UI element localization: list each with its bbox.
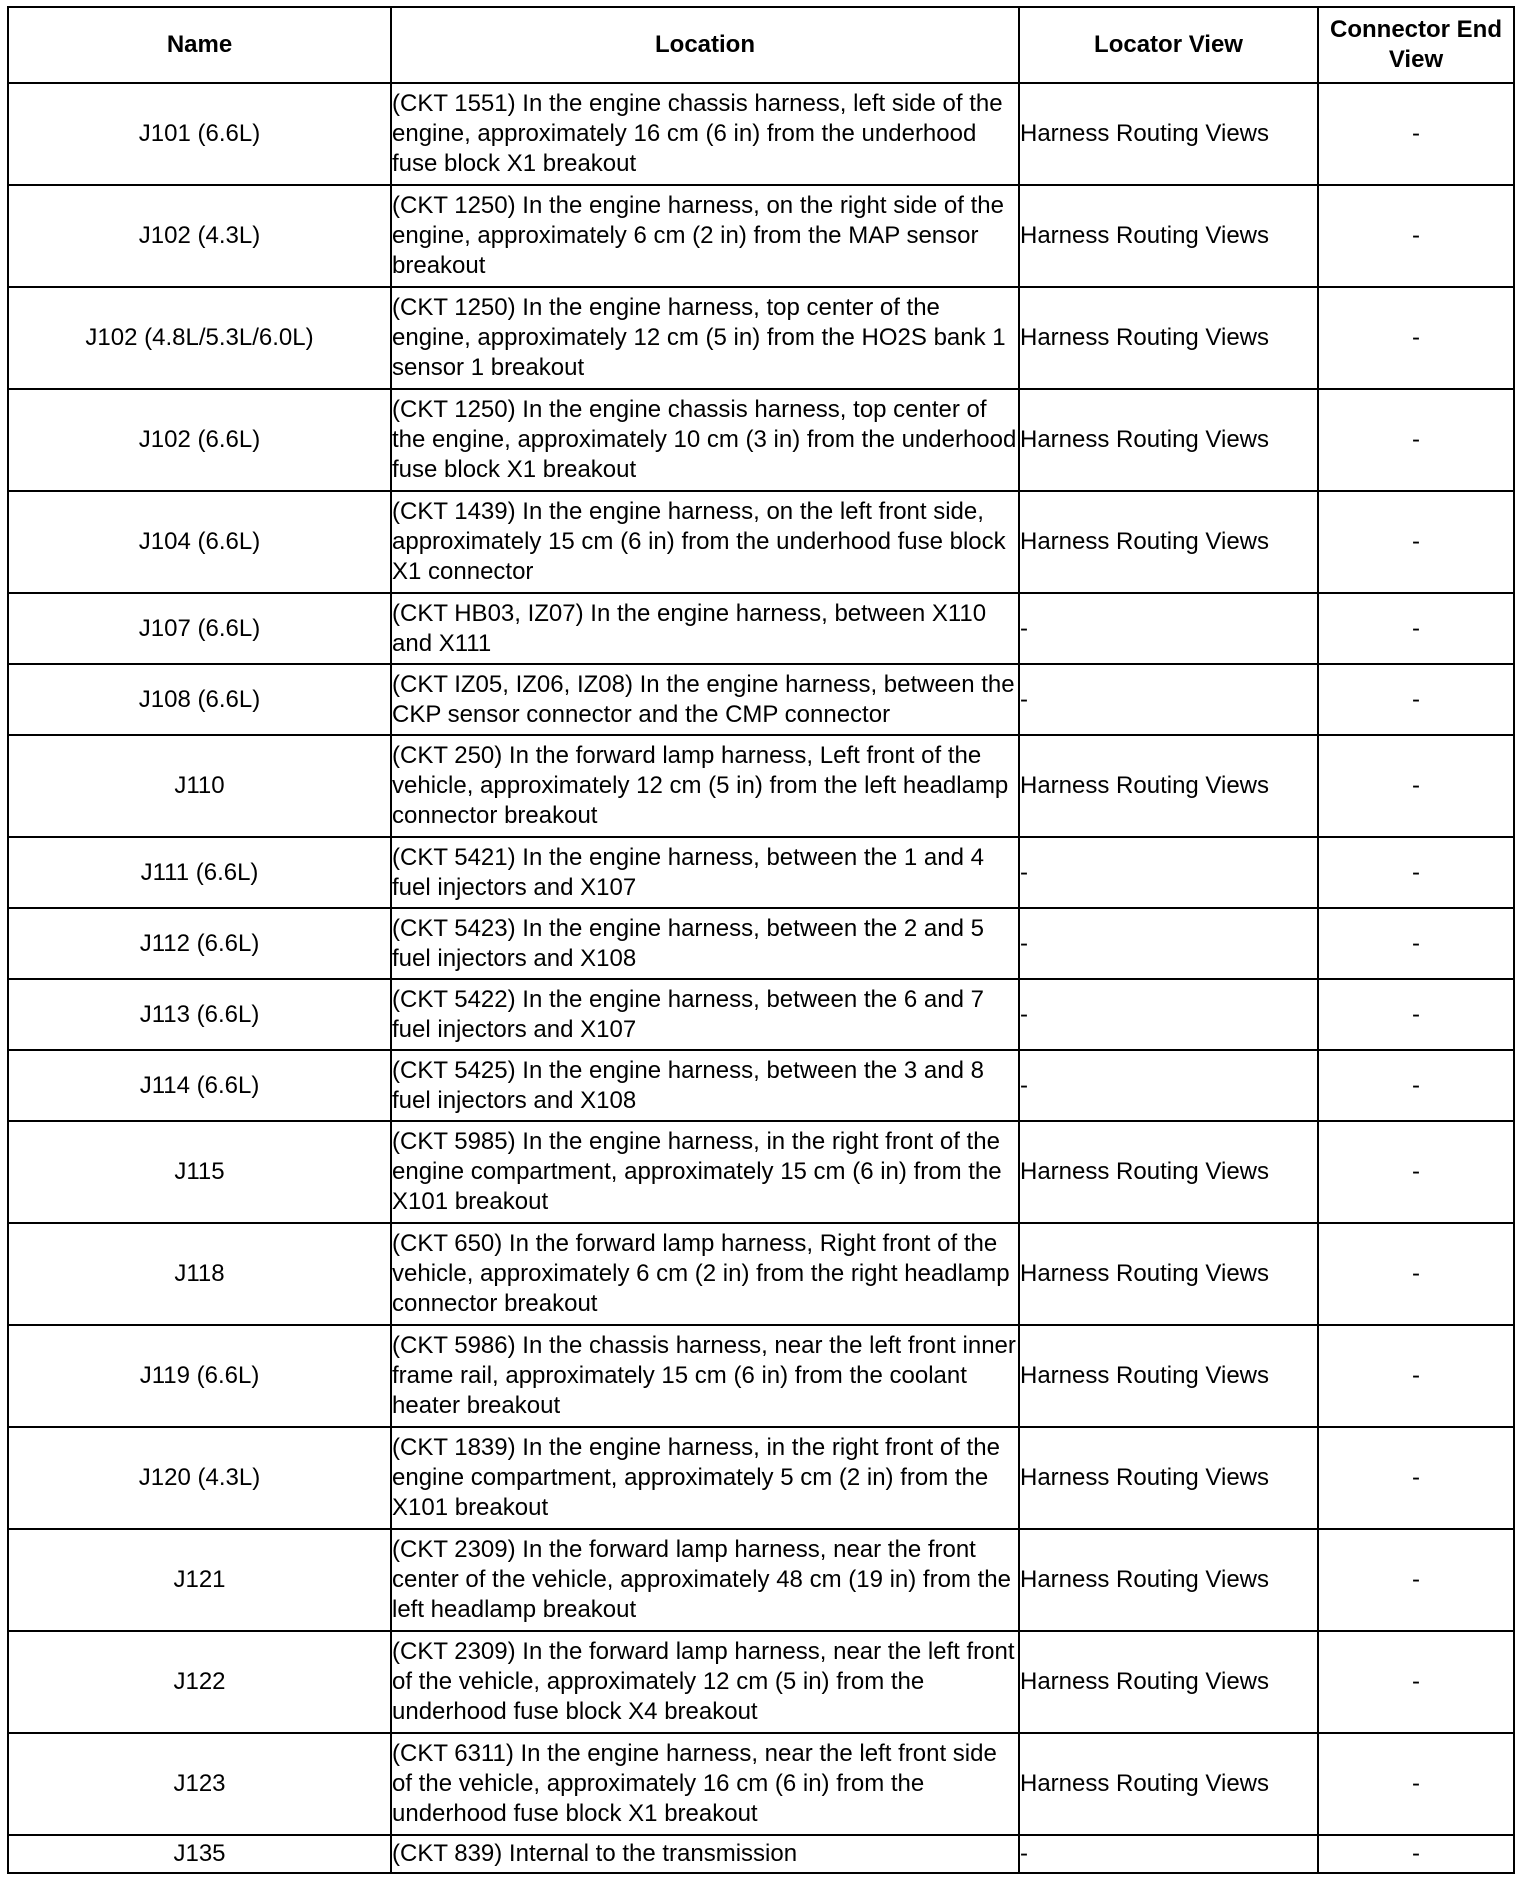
cell-locator-view: Harness Routing Views bbox=[1019, 83, 1318, 185]
table-row bbox=[8, 1223, 1514, 1325]
cell-locator-view: Harness Routing Views bbox=[1019, 1529, 1318, 1631]
table-header-row bbox=[8, 7, 1514, 83]
header-locator-view: Locator View bbox=[1019, 7, 1318, 83]
table-row bbox=[8, 1529, 1514, 1631]
cell-name: J102 (4.3L) bbox=[8, 185, 391, 287]
table-row bbox=[8, 83, 1514, 185]
table-row bbox=[8, 1050, 1514, 1121]
cell-connector-end-view: - bbox=[1318, 735, 1514, 837]
cell-connector-end-view: - bbox=[1318, 1325, 1514, 1427]
cell-name: J112 (6.6L) bbox=[8, 908, 391, 979]
cell-name: J108 (6.6L) bbox=[8, 664, 391, 735]
header-connector-end-view: Connector End View bbox=[1318, 7, 1514, 83]
cell-locator-view: Harness Routing Views bbox=[1019, 389, 1318, 491]
cell-location: (CKT 1839) In the engine harness, in the right front of the engine compartment, approximately 5 cm (2 in) from the X101 breakout bbox=[391, 1427, 1019, 1529]
cell-location: (CKT 1250) In the engine harness, on the right side of the engine, approximately 6 cm (2 in) from the MAP sensor breakout bbox=[391, 185, 1019, 287]
table-row bbox=[8, 389, 1514, 491]
cell-connector-end-view: - bbox=[1318, 389, 1514, 491]
cell-locator-view: Harness Routing Views bbox=[1019, 1733, 1318, 1835]
cell-locator-view: Harness Routing Views bbox=[1019, 287, 1318, 389]
cell-name: J111 (6.6L) bbox=[8, 837, 391, 908]
table-row bbox=[8, 593, 1514, 664]
table-row bbox=[8, 979, 1514, 1050]
cell-connector-end-view: - bbox=[1318, 1835, 1514, 1873]
cell-connector-end-view: - bbox=[1318, 1427, 1514, 1529]
cell-name: J113 (6.6L) bbox=[8, 979, 391, 1050]
cell-connector-end-view: - bbox=[1318, 664, 1514, 735]
cell-location: (CKT 839) Internal to the transmission bbox=[391, 1835, 1019, 1873]
cell-location: (CKT 5425) In the engine harness, between the 3 and 8 fuel injectors and X108 bbox=[391, 1050, 1019, 1121]
table-row bbox=[8, 1733, 1514, 1835]
cell-locator-view: - bbox=[1019, 979, 1318, 1050]
cell-location: (CKT 6311) In the engine harness, near the left front side of the vehicle, approximately 16 cm (6 in) from the underhood fuse block X1 breakout bbox=[391, 1733, 1019, 1835]
cell-locator-view: Harness Routing Views bbox=[1019, 1223, 1318, 1325]
cell-location: (CKT 5422) In the engine harness, between the 6 and 7 fuel injectors and X107 bbox=[391, 979, 1019, 1050]
table-row bbox=[8, 491, 1514, 593]
cell-name: J135 bbox=[8, 1835, 391, 1873]
cell-locator-view: - bbox=[1019, 593, 1318, 664]
cell-connector-end-view: - bbox=[1318, 1631, 1514, 1733]
cell-locator-view: - bbox=[1019, 908, 1318, 979]
cell-connector-end-view: - bbox=[1318, 491, 1514, 593]
cell-connector-end-view: - bbox=[1318, 837, 1514, 908]
table-row bbox=[8, 1427, 1514, 1529]
cell-locator-view: Harness Routing Views bbox=[1019, 735, 1318, 837]
cell-connector-end-view: - bbox=[1318, 908, 1514, 979]
splice-location-table bbox=[7, 6, 1515, 1874]
table-row bbox=[8, 1121, 1514, 1223]
cell-locator-view: - bbox=[1019, 1050, 1318, 1121]
table-row bbox=[8, 287, 1514, 389]
cell-locator-view: Harness Routing Views bbox=[1019, 185, 1318, 287]
cell-connector-end-view: - bbox=[1318, 1121, 1514, 1223]
cell-location: (CKT 5421) In the engine harness, between the 1 and 4 fuel injectors and X107 bbox=[391, 837, 1019, 908]
table-row bbox=[8, 908, 1514, 979]
cell-locator-view: - bbox=[1019, 1835, 1318, 1873]
cell-name: J122 bbox=[8, 1631, 391, 1733]
cell-name: J118 bbox=[8, 1223, 391, 1325]
cell-locator-view: Harness Routing Views bbox=[1019, 1325, 1318, 1427]
cell-locator-view: Harness Routing Views bbox=[1019, 1427, 1318, 1529]
cell-name: J102 (4.8L/5.3L/6.0L) bbox=[8, 287, 391, 389]
table-row bbox=[8, 735, 1514, 837]
cell-name: J104 (6.6L) bbox=[8, 491, 391, 593]
table-row bbox=[8, 185, 1514, 287]
cell-connector-end-view: - bbox=[1318, 185, 1514, 287]
cell-name: J123 bbox=[8, 1733, 391, 1835]
cell-location: (CKT 250) In the forward lamp harness, Left front of the vehicle, approximately 12 cm (5 in) from the left headlamp connector breakout bbox=[391, 735, 1019, 837]
header-name: Name bbox=[8, 7, 391, 83]
cell-locator-view: Harness Routing Views bbox=[1019, 1121, 1318, 1223]
cell-locator-view: Harness Routing Views bbox=[1019, 1631, 1318, 1733]
cell-connector-end-view: - bbox=[1318, 1223, 1514, 1325]
cell-name: J115 bbox=[8, 1121, 391, 1223]
cell-connector-end-view: - bbox=[1318, 287, 1514, 389]
cell-name: J121 bbox=[8, 1529, 391, 1631]
cell-locator-view: - bbox=[1019, 664, 1318, 735]
cell-name: J120 (4.3L) bbox=[8, 1427, 391, 1529]
cell-name: J110 bbox=[8, 735, 391, 837]
table-row bbox=[8, 837, 1514, 908]
cell-locator-view: - bbox=[1019, 837, 1318, 908]
cell-connector-end-view: - bbox=[1318, 1529, 1514, 1631]
cell-location: (CKT 1250) In the engine chassis harness, top center of the engine, approximately 10 cm (3 in) from the underhood fuse block X1 breakout bbox=[391, 389, 1019, 491]
cell-location: (CKT 1551) In the engine chassis harness, left side of the engine, approximately 16 cm (6 in) from the underhood fuse block X1 breakout bbox=[391, 83, 1019, 185]
cell-connector-end-view: - bbox=[1318, 1733, 1514, 1835]
cell-connector-end-view: - bbox=[1318, 1050, 1514, 1121]
cell-connector-end-view: - bbox=[1318, 83, 1514, 185]
cell-location: (CKT 2309) In the forward lamp harness, near the front center of the vehicle, approximately 48 cm (19 in) from the left headlamp breakout bbox=[391, 1529, 1019, 1631]
table-row bbox=[8, 1325, 1514, 1427]
cell-location: (CKT IZ05, IZ06, IZ08) In the engine harness, between the CKP sensor connector and the CMP connector bbox=[391, 664, 1019, 735]
cell-name: J102 (6.6L) bbox=[8, 389, 391, 491]
cell-location: (CKT 1439) In the engine harness, on the left front side, approximately 15 cm (6 in) from the underhood fuse block X1 connector bbox=[391, 491, 1019, 593]
header-location: Location bbox=[391, 7, 1019, 83]
cell-location: (CKT 650) In the forward lamp harness, Right front of the vehicle, approximately 6 cm (2 in) from the right headlamp connector breakout bbox=[391, 1223, 1019, 1325]
cell-name: J101 (6.6L) bbox=[8, 83, 391, 185]
table-row bbox=[8, 1835, 1514, 1873]
cell-name: J114 (6.6L) bbox=[8, 1050, 391, 1121]
cell-name: J119 (6.6L) bbox=[8, 1325, 391, 1427]
cell-connector-end-view: - bbox=[1318, 979, 1514, 1050]
cell-location: (CKT 1250) In the engine harness, top center of the engine, approximately 12 cm (5 in) from the HO2S bank 1 sensor 1 breakout bbox=[391, 287, 1019, 389]
table-row bbox=[8, 1631, 1514, 1733]
cell-location: (CKT 5985) In the engine harness, in the right front of the engine compartment, approximately 15 cm (6 in) from the X101 breakout bbox=[391, 1121, 1019, 1223]
cell-location: (CKT 2309) In the forward lamp harness, near the left front of the vehicle, approximately 12 cm (5 in) from the underhood fuse block X4 breakout bbox=[391, 1631, 1019, 1733]
table-row bbox=[8, 664, 1514, 735]
cell-connector-end-view: - bbox=[1318, 593, 1514, 664]
cell-location: (CKT 5986) In the chassis harness, near the left front inner frame rail, approximately 15 cm (6 in) from the coolant heater breakout bbox=[391, 1325, 1019, 1427]
cell-name: J107 (6.6L) bbox=[8, 593, 391, 664]
cell-location: (CKT HB03, IZ07) In the engine harness, between X110 and X111 bbox=[391, 593, 1019, 664]
cell-locator-view: Harness Routing Views bbox=[1019, 491, 1318, 593]
cell-location: (CKT 5423) In the engine harness, between the 2 and 5 fuel injectors and X108 bbox=[391, 908, 1019, 979]
